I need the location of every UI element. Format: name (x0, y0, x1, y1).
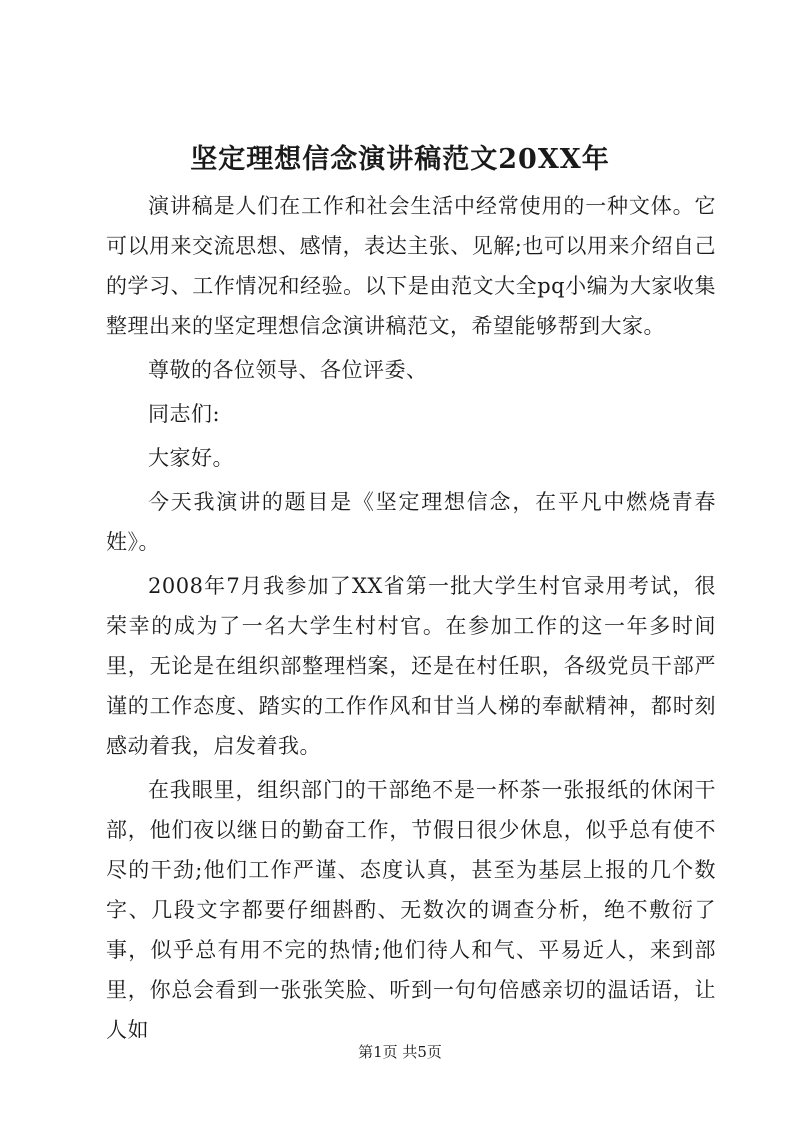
intro-paragraph: 演讲稿是人们在工作和社会生活中经常使用的一种文体。它可以用来交流思想、感情，表达主张、见解;也可以用来介绍自己的学习、工作情况和经验。以下是由范文大全pq小编为大家收集整理出来的坚定理想信念演讲稿范文，希望能够帮到大家。 (106, 194, 716, 338)
topic-paragraph: 今天我演讲的题目是《坚定理想信念，在平凡中燃烧青春姓》。 (106, 490, 716, 554)
body-paragraph: 在我眼里，组织部门的干部绝不是一杯茶一张报纸的休闲干部，他们夜以继日的勤奋工作，节假日很少休息，似乎总有使不尽的干劲;他们工作严谨、态度认真，甚至为基层上报的几个数字、几段文字都要仔细斟酌、无数次的调查分析，绝不敷衍了事，似乎总有用不完的热情;他们待人和气、平易近人，来到部里，你总会看到一张张笑脸、听到一句句倍感亲切的温话语，让人如 (106, 778, 716, 1042)
salutation-paragraph: 尊敬的各位领导、各位评委、 (148, 358, 428, 382)
salutation-paragraph: 同志们: (148, 402, 221, 426)
document-title: 坚定理想信念演讲稿范文20XX年 (190, 144, 610, 175)
body-paragraph: 2008年7月我参加了XX省第一批大学生村官录用考试，很荣幸的成为了一名大学生村村官。在参加工作的这一年多时间里，无论是在组织部整理档案，还是在村任职，各级党员干部严谨的工作态度、踏实的工作作风和甘当人梯的奉献精神，都时刻感动着我，启发着我。 (106, 574, 716, 758)
greeting-paragraph: 大家好。 (148, 446, 234, 470)
document-body (106, 186, 716, 1054)
page-number-footer: 第1页 共5页 (358, 1043, 442, 1061)
